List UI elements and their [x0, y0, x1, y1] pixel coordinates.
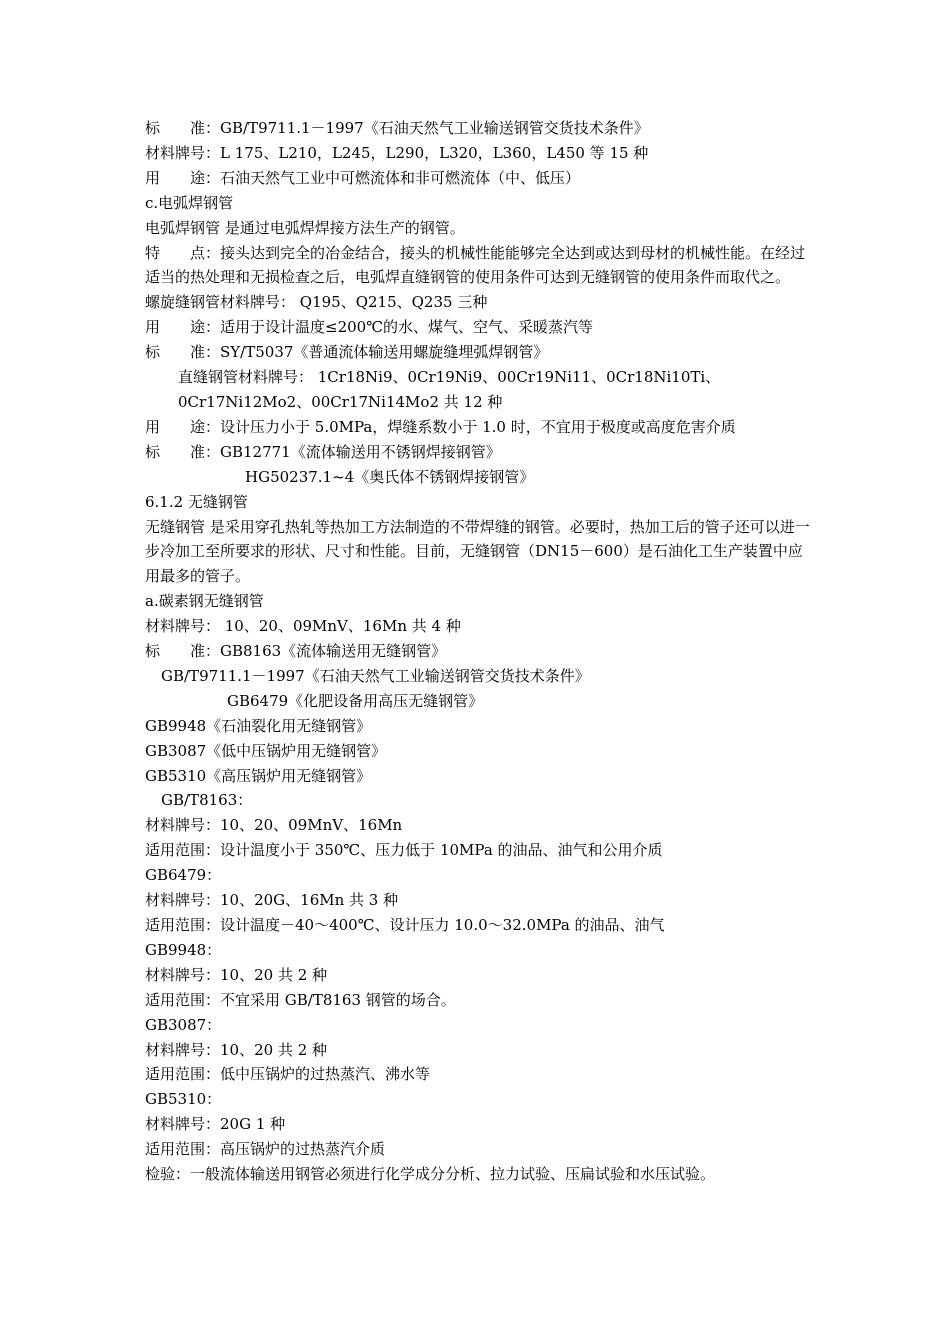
text-line: 标 准：GB/T9711.1－1997《石油天然气工业输送钢管交货技术条件》 [145, 119, 649, 137]
text-line: 材料牌号：10、20 共 2 种 [145, 1040, 328, 1059]
text-line: 检验：一般流体输送用钢管必须进行化学成分分析、拉力试验、压扁试验和水压试验。 [145, 1165, 716, 1184]
text-line: 材料牌号： 10、20、09MnV、16Mn 共 4 种 [145, 617, 461, 636]
text-line: 适用范围：设计温度－40～400℃、设计压力 10.0～32.0MPa 的油品、油气 [145, 916, 665, 934]
document-body [145, 116, 817, 1187]
text-line: 螺旋缝钢管材料牌号： Q195、Q215、Q235 三种 [145, 293, 488, 312]
section-heading: a.碳素钢无缝钢管 [145, 592, 264, 611]
text-line: 材料牌号：L 175、L210，L245，L290，L320，L360，L450 等 15 种 [145, 143, 649, 162]
text-line: 适用范围：设计温度小于 350℃、压力低于 10MPa 的油品、油气和公用介质 [145, 841, 663, 860]
text-line: 电弧焊钢管 是通过电弧焊焊接方法生产的钢管。 [145, 218, 465, 237]
text-line: 用 途：设计压力小于 5.0MPa，焊缝系数小于 1.0 时，不宜用于极度或高度危害介质 [145, 417, 736, 436]
text-line: GB6479《化肥设备用高压无缝钢管》 [227, 691, 484, 710]
paragraph: 无缝钢管 是采用穿孔热轧等热加工方法制造的不带焊缝的钢管。必要时，热加工后的管子还可以进一步冷加工至所要求的形状、尺寸和性能。目前，无缝钢管（DN15－600）是石油化工生产装置中应用最多的管子。 [145, 517, 810, 586]
text-line: 标 准：SY/T5037《普通流体输送用螺旋缝埋弧焊钢管》 [145, 343, 549, 362]
text-line: 标 准：GB12771《流体输送用不锈钢焊接钢管》 [145, 442, 501, 461]
section-heading: 6.1.2 无缝钢管 [145, 492, 248, 511]
text-line: GB/T8163： [161, 791, 253, 810]
text-line: 适用范围：高压锅炉的过热蒸汽介质 [145, 1140, 386, 1159]
text-line: 材料牌号：10、20、09MnV、16Mn [145, 816, 403, 835]
text-line: 标 准：GB8163《流体输送用无缝钢管》 [145, 642, 447, 661]
text-line: 材料牌号：10、20 共 2 种 [145, 965, 328, 984]
text-line: 适用范围：不宜采用 GB/T8163 钢管的场合。 [145, 990, 456, 1009]
text-line: GB9948： [145, 940, 222, 959]
text-line: GB6479： [145, 866, 222, 885]
text-line: GB9948《石油裂化用无缝钢管》 [145, 716, 372, 735]
text-line: 材料牌号：20G 1 种 [145, 1115, 286, 1134]
text-line: 用 途：适用于设计温度≤200℃的水、煤气、空气、采暖蒸汽等 [145, 318, 593, 337]
text-line: GB3087《低中压锅炉用无缝钢管》 [145, 741, 387, 760]
text-line: 材料牌号：10、20G、16Mn 共 3 种 [145, 891, 399, 910]
paragraph: 特 点：接头达到完全的冶金结合，接头的机械性能能够完全达到或达到母材的机械性能。在经过适当的热处理和无损检查之后，电弧焊直缝钢管的使用条件可达到无缝钢管的使用条件而取代之。 [145, 243, 806, 287]
text-line: HG50237.1~4《奥氏体不锈钢焊接钢管》 [245, 467, 535, 486]
text-line: GB/T9711.1－1997《石油天然气工业输送钢管交货技术条件》 [161, 666, 590, 685]
text-line: GB5310： [145, 1090, 222, 1109]
text-line: GB3087： [145, 1015, 222, 1034]
text-line: 用 途：石油天然气工业中可燃流体和非可燃流体（中、低压） [145, 168, 581, 187]
section-heading: c.电弧焊钢管 [145, 193, 234, 212]
paragraph: 直缝钢管材料牌号： 1Cr18Ni9、0Cr19Ni9、00Cr19Ni11、0Cr18Ni10Ti、0Cr17Ni12Mo2、00Cr17Ni14Mo2 共 12 种 [178, 368, 721, 411]
text-line: GB5310《高压锅炉用无缝钢管》 [145, 766, 372, 785]
text-line: 适用范围：低中压锅炉的过热蒸汽、沸水等 [145, 1065, 431, 1084]
